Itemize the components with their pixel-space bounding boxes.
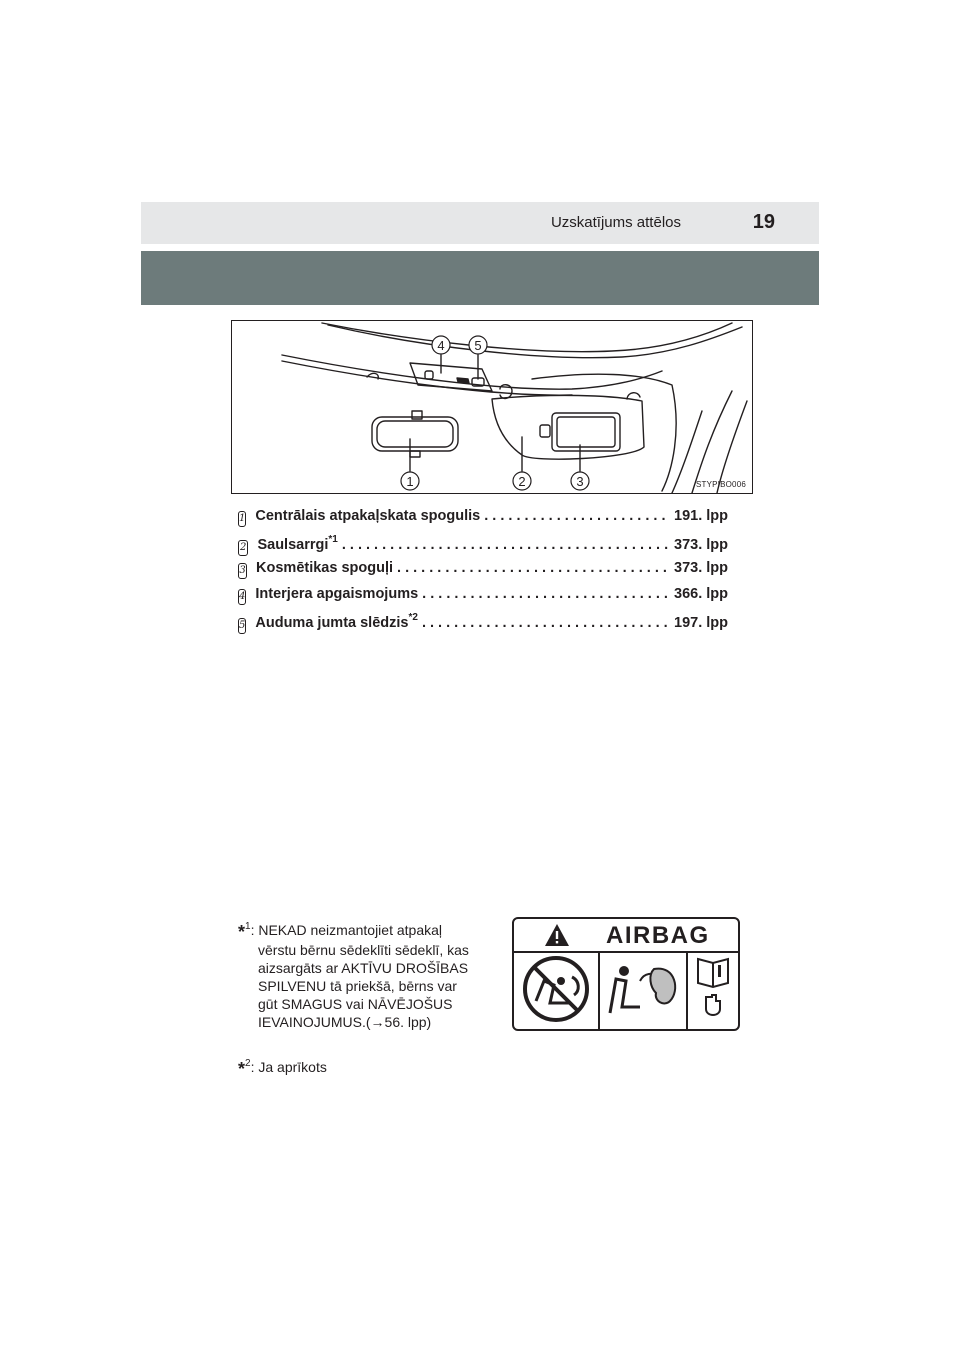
footnote-2: *$^2$: Ja aprīkots: [238, 1058, 327, 1079]
legend-item-vanity-mirrors[interactable]: [238, 560, 728, 586]
footnote-text: : NEKAD neizmantojiet atpakaļ: [250, 922, 443, 938]
footnote-text: : Ja aprīkots: [250, 1059, 327, 1075]
footnote-line: aizsargāts ar AKTĪVU DROŠĪBAS: [258, 960, 469, 976]
page-number: 19: [752, 211, 775, 233]
item-label: Interjera apgaismojums: [255, 586, 419, 602]
page-header: [141, 202, 819, 244]
figure-code: STYPIBO006: [695, 480, 746, 489]
item-label: Saulsarrgi: [257, 537, 329, 553]
legend-item-rearview-mirror[interactable]: [238, 508, 728, 534]
item-number: 2: [238, 540, 248, 556]
callout-1: 1: [406, 474, 414, 489]
airbag-warning-label: [512, 917, 740, 1031]
footnote-marker: *: [238, 922, 246, 942]
callout-5: 5: [474, 338, 482, 353]
item-number: 5: [238, 618, 246, 634]
item-label: Kosmētikas spoguļi: [256, 560, 394, 576]
manual-book-icon: [688, 951, 738, 1029]
legend-item-interior-lights[interactable]: [238, 586, 728, 612]
footnote-line: gūt SMAGUS vai NĀVĒJOŠUS: [258, 996, 453, 1012]
item-page-ref: 373. lpp: [674, 560, 728, 576]
callout-3: 3: [576, 474, 584, 489]
footnote-ref: *1: [328, 534, 338, 545]
item-page-ref: 373. lpp: [674, 537, 728, 553]
item-label: Auduma jumta slēdzis: [255, 615, 409, 631]
item-number: 3: [238, 563, 247, 579]
no-rear-facing-seat-icon: [514, 951, 600, 1029]
callout-4: 4: [437, 338, 445, 353]
overhead-console-drawing: [232, 321, 752, 493]
legend-list: [238, 508, 728, 638]
item-number: 1: [238, 511, 246, 527]
callout-2: 2: [518, 474, 526, 489]
airbag-deploy-icon: [600, 951, 688, 1029]
footnote-line: vērstu bērnu sēdeklīti sēdeklī, kas: [258, 942, 469, 958]
footnote-ref: *2: [408, 612, 418, 623]
item-page-ref: 197. lpp: [674, 615, 728, 631]
item-label: Centrālais atpakaļskata spogulis: [255, 508, 481, 524]
footnote-line[interactable]: IEVAINOJUMUS.(→56. lpp): [258, 1014, 432, 1030]
legend-item-roof-switch[interactable]: [238, 612, 728, 638]
footnote-marker: *: [238, 1059, 246, 1079]
airbag-word: AIRBAG: [606, 922, 710, 949]
item-number: 4: [238, 589, 246, 605]
item-page-ref: 366. lpp: [674, 586, 728, 602]
footnote-line: SPILVENU tā priekšā, bērns var: [258, 978, 457, 994]
section-band: [141, 251, 819, 305]
section-title: Uzskatījums attēlos: [550, 214, 681, 231]
footnote-1: *$^1$: NEKAD neizmantojiet atpakaļ vērstu bērnu sēdeklīti sēdeklī, kas aizsargāts ar AKTĪVU DROŠĪBAS SPILVENU tā priekšā, bērns var gūt SMAGUS vai NĀVĒJOŠUS IEVAINOJUMUS.(→56. lpp): [238, 918, 500, 1031]
legend-item-sun-visors[interactable]: [238, 534, 728, 560]
interior-illustration: [231, 320, 753, 494]
item-page-ref: 191. lpp: [674, 508, 728, 524]
warning-triangle-icon: [544, 923, 570, 947]
